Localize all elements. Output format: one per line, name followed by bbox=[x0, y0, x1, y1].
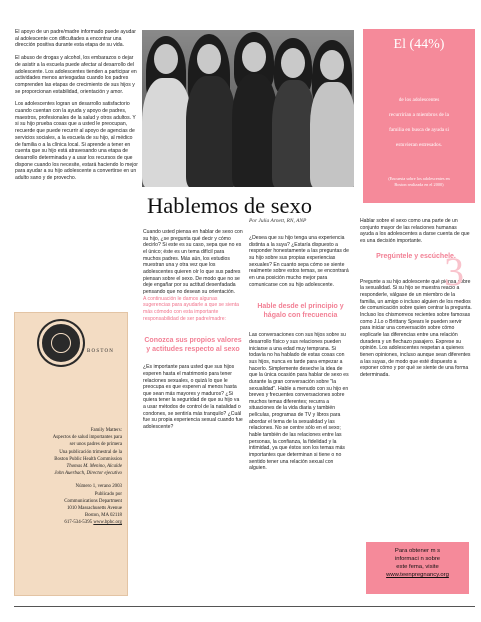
article-byline: Por Julia Arnett, RN, ANP bbox=[249, 218, 307, 224]
city-zip: Boston, MA 02118 bbox=[84, 513, 122, 519]
article-paragraph: Hablar sobre el sexo como una parte de un conjunto mayor de las relaciones humanas ayuda a los adolescentes a darse cuenta de que es una decisión importante. bbox=[360, 218, 470, 244]
subhead-values: Conozca sus propios valores y actitudes respecto al sexo bbox=[144, 337, 242, 354]
masthead-box bbox=[14, 312, 128, 596]
statistic-line-3: familia en busca de ayuda si bbox=[389, 127, 449, 133]
director-credit: John Auerbach, Director ejecutivo bbox=[54, 471, 122, 477]
publication-line-2: Boston Public Health Commission bbox=[54, 456, 122, 462]
newsletter-subtitle-2: ser unos padres de primera bbox=[69, 442, 122, 448]
subhead-ask-listen-text: Pregúntele y escúchele. bbox=[376, 252, 456, 260]
article-headline: Hablemos de sexo bbox=[147, 193, 312, 218]
issue-number: Número 1, verano 2003 bbox=[75, 484, 122, 490]
publication-line-1: Una publicación trimestral de la bbox=[59, 449, 122, 455]
subhead-talk-often: Hable desde el principio y hágalo con frecuencia bbox=[257, 303, 344, 320]
article-paragraph: Pregunte a su hijo adolescente qué piensa sobre la sexualidad. Si su hijo se muestra reacio a responderle, válgase de un miembro de la familia, un amigo o incluso alguien de los medios de comunicación sobre quien centrar la pregunta. Incluso los chismorreos recientes sobre famosas como J.Lo o Brittany Spears le pueden servir para iniciar una conversación sobre cómo explicarle las diferencias entre una relación duradera y un flechazo pasajero. Exprese su opinión. Los adolescentes respetan a quienes tienen opiniones, incluso aunque sean diferentes a las suyas, de modo que esté dispuesto a exponer cómo y por qué se siente de una forma determinada. bbox=[360, 278, 472, 378]
suggestions-intro: A continuación le damos algunas sugerencias para ayudarle a que se sienta más cómodo con esta importante responsabilidad de ser padre/madre: bbox=[143, 295, 239, 322]
statistic-box bbox=[363, 29, 475, 203]
more-info-box bbox=[366, 542, 469, 594]
more-info-line-1: Para obtener m s bbox=[394, 548, 441, 554]
statistic-text bbox=[371, 93, 467, 153]
teenpregnancy-link[interactable]: www.teenpregnancy.org bbox=[386, 572, 449, 578]
statistic-line-4: estuvieran estresados. bbox=[395, 142, 443, 148]
more-info-line-3: este fema, visite bbox=[396, 564, 439, 570]
street-address: 1010 Massachusetts Avenue bbox=[66, 506, 122, 512]
statistic-title: El (44%) bbox=[393, 37, 445, 52]
article-paragraph: Cuando usted piensa en hablar de sexo con su hijo, ¿se pregunta qué decir y cómo decirlo? Si este es su caso, sepa que no es el único; éste es un tema difícil para muchos padres. Más aún, los estudios muestran una y otra vez que los adolescentes quieren oír lo que sus padres piensan sobre el sexo. De modo que no se deje engañar por su actitud desenfadada pensando que no desean su orientación. bbox=[143, 229, 243, 295]
article-column-1 bbox=[143, 229, 243, 431]
more-info-line-2: informaci n sobre bbox=[394, 556, 441, 562]
article-paragraph: Las conversaciones con sus hijos sobre su desarrollo físico y sus relaciones pueden iniciarse a una edad muy temprana. Si todavía no ha hablado de estas cosas con sus hijos, nunca es tarde para empezar a hacerlo. Simplemente deseche la idea de que la única ocasión para hablar de sexo es durante la gran conversación sobre "la sexualidad". Hable a menudo con su hijo en breves y frecuentes conversaciones sobre muchos temas diferentes; recurra a situaciones de la vida diaria y también películas, programas de TV y libros para abordar el tema de la sexualidad y las relaciones. No se centre sólo en el sexo; hable también de las relaciones entre las personas, la confianza, la fidelidad y la intimidad, ya que éstos son los temas más importantes que determinan si tiene o no sentido tener una relación sexual con alguien. bbox=[249, 332, 349, 472]
contact-line bbox=[14, 519, 122, 526]
statistic-line-2: recurrirían a miembros de la bbox=[388, 112, 449, 118]
statistic-source-2: Boston realizada en el 2000) bbox=[394, 182, 444, 187]
intro-column bbox=[15, 29, 139, 188]
phone-number: 617-534-5395 bbox=[64, 520, 93, 526]
footer-divider bbox=[14, 606, 475, 607]
seal-city-label: BOSTON bbox=[87, 349, 115, 354]
city-seal-logo bbox=[39, 321, 83, 365]
subhead-ask-listen bbox=[360, 248, 472, 294]
department-name: Communications Department bbox=[64, 498, 122, 504]
article-paragraph: ¿Es importante para usted que sus hijos esperen hasta el matrimonio para tener relaciones sexuales, o quizá lo que le preocupa es que esperen al menos hasta que sean más mayores y maduros? ¿Si quiera tener la seguridad de que su hijo va a usar métodos de control de la natalidad o condones, se sentiría más tranquilo? ¿Cuál fue su propia experiencia sexual cuando fue adolescente? bbox=[143, 364, 243, 431]
statistic-line-1: de los adolescentes bbox=[398, 97, 440, 103]
intro-paragraph-2: El abuso de drogas y alcohol, los embarazos o dejar de asistir a la escuela puede afectar al desarrollo del adolescente. Los adolescentes tienden a participar en actividades menos arriesgadas cuando los padres comprenden las etapas de crecimiento de sus hijos y se proporcionan estabilidad, orientación y amor. bbox=[15, 55, 137, 95]
article-column-2 bbox=[249, 235, 352, 472]
newsletter-name: Family Matters: bbox=[90, 428, 122, 433]
masthead-text bbox=[14, 427, 122, 527]
article-paragraph: ¿Desea que su hijo tenga una experiencia distinta a la suya? ¿Estaría dispuesto a responder honestamente a las preguntas de su hijo sobre sus propias experiencias sexuales? En cuanto sepa cómo se siente realmente sobre estos temas, se encontrará en una posición mucho mejor para comunicarse con su hijo adolescente. bbox=[249, 235, 349, 288]
mayor-credit: Thomas M. Menino, Alcalde bbox=[66, 464, 122, 470]
intro-paragraph-1: El apoyo de un padre/madre informado puede ayudar al adolescente con dificultades a encontrar una dirección positiva durante esta etapa de su vida. bbox=[15, 29, 136, 49]
published-by: Publicado por bbox=[94, 491, 122, 497]
newsletter-subtitle-1: Aspectos de salud importantes para bbox=[52, 435, 122, 441]
section-number-3: 3 bbox=[444, 248, 464, 294]
statistic-source bbox=[371, 176, 467, 188]
teens-group-photo bbox=[142, 30, 354, 187]
statistic-source-1: (Encuesta sobre los adolescentes en bbox=[388, 176, 450, 181]
intro-paragraph-3: Los adolescentes logran un desarrollo satisfactorio cuando cuentan con la ayuda y apoyo de padres, maestros, profesionales de la salud y otros adultos. Y si su hijo prueba cosas que a usted le preocupan, recuerde que puede recurrir al apoyo de agencias de servicios sociales, a la escuela de su hijo, al médico de familia o a la clínica local. Si aprende a tener en cuenta que su hijo está atravesando una etapa de desarrollo determinada y a usar los recursos de que dispone cuando los necesite, estará haciendo lo mejor para ayudar a su hijo adolescente a convertirse en un adulto sano y de provecho. bbox=[15, 101, 138, 182]
website-link[interactable]: www.bphc.org bbox=[93, 520, 122, 526]
article-column-3 bbox=[360, 218, 472, 378]
